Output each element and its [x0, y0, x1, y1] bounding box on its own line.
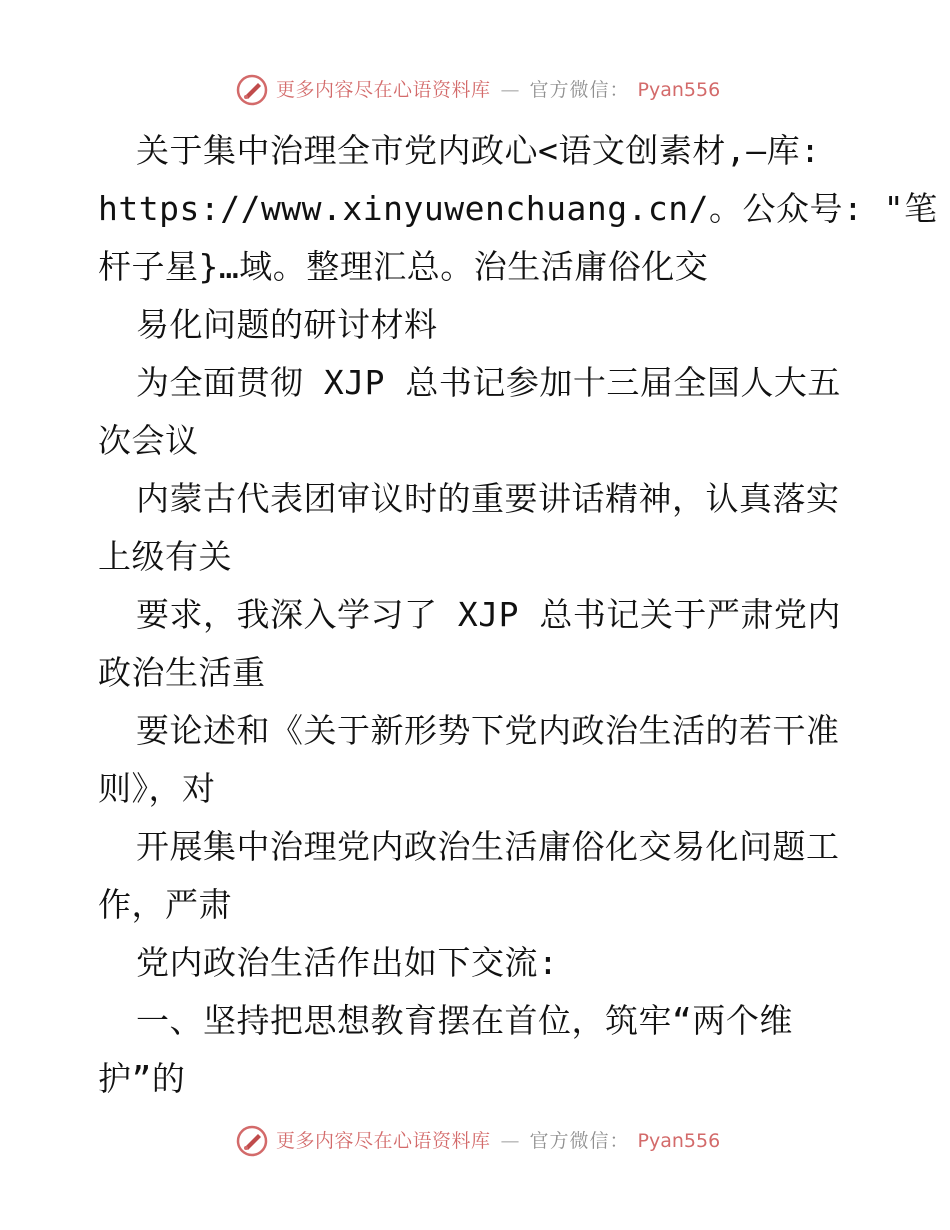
- text-line: 次会议: [98, 421, 199, 460]
- footer-watermark: [236, 1123, 720, 1159]
- text-line: 党内政治生活作出如下交流:: [136, 943, 559, 982]
- text-line: 杆子星}…域。整理汇总。治生活庸俗化交: [98, 247, 709, 286]
- watermark-text: 更多内容尽在心语资料库: [276, 78, 491, 101]
- text-line: https://www.xinyuwenchuang.cn/。公众号: "笔: [98, 189, 938, 228]
- watermark-separator: —: [500, 1129, 520, 1152]
- logo-icon: [236, 1125, 268, 1157]
- text-line: 上级有关: [98, 537, 232, 576]
- watermark-suffix: 官方微信：: [529, 1129, 630, 1152]
- watermark-wechat: Pyan556: [637, 1129, 721, 1152]
- text-line: 易化问题的研讨材料: [136, 305, 438, 344]
- text-line: 关于集中治理全市党内政心<语文创素材,—库:: [136, 131, 821, 170]
- text-line: 内蒙古代表团审议时的重要讲话精神，认真落实: [136, 479, 840, 518]
- text-line: 要论述和《关于新形势下党内政治生活的若干准: [136, 711, 840, 750]
- text-line: 为全面贯彻 XJP 总书记参加十三届全国人大五: [136, 363, 841, 402]
- text-line: 护”的: [98, 1059, 186, 1098]
- header-watermark: [236, 72, 720, 108]
- logo-icon: [236, 74, 268, 106]
- text-line: 开展集中治理党内政治生活庸俗化交易化问题工: [136, 827, 840, 866]
- text-line: 作，严肃: [98, 885, 232, 924]
- text-line: 要求，我深入学习了 XJP 总书记关于严肃党内: [136, 595, 841, 634]
- watermark-separator: —: [500, 78, 520, 101]
- text-line: 则》，对: [98, 769, 216, 808]
- watermark-text: 更多内容尽在心语资料库: [276, 1129, 491, 1152]
- watermark-suffix: 官方微信：: [529, 78, 630, 101]
- text-line: 一、坚持把思想教育摆在首位，筑牢“两个维: [136, 1001, 793, 1040]
- watermark-wechat: Pyan556: [637, 78, 721, 101]
- document-body: [98, 122, 938, 1108]
- text-line: 政治生活重: [98, 653, 266, 692]
